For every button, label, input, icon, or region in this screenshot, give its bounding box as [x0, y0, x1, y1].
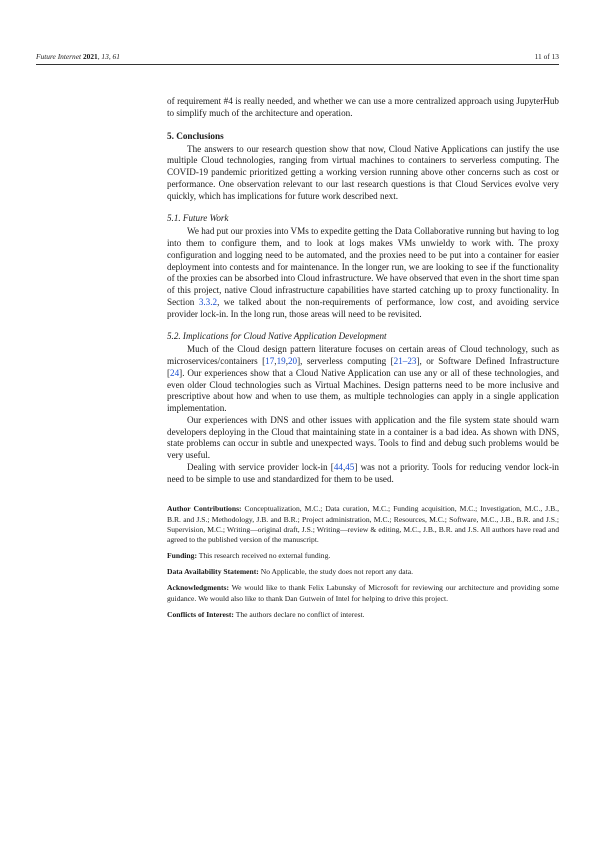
data-availability-text: No Applicable, the study does not report any data.: [258, 567, 413, 577]
back-matter: [167, 504, 559, 620]
citation-separator: ,: [285, 356, 288, 366]
author-contributions-label: Author Contributions:: [167, 504, 242, 514]
conflicts-text: The authors declare no conflict of interest.: [233, 609, 365, 619]
implications-text-d: ]. Our experiences show that a Cloud Native Application can use any or all of these technologies, and even older Cloud technologies such as Virtual Machines. Design patterns need to be more inclusive and prescriptive about how and when to use them, as multiple technologies can apply in a single application implementation.: [167, 367, 559, 413]
citation-link[interactable]: 45: [345, 461, 355, 472]
header-rule: [36, 64, 559, 65]
main-text: [167, 96, 559, 625]
author-contributions: [167, 504, 559, 546]
running-header: [36, 52, 559, 64]
future-work-text-b: , we talked about the non-requirements of performance, low cost, and avoiding service provider lock-in. In the long run, those areas will need to be revisited.: [167, 296, 559, 319]
funding-label: Funding:: [167, 551, 197, 561]
acknowledgments-label: Acknowledgments:: [167, 583, 230, 593]
future-work-text-a: We had put our proxies into VMs to expedite getting the Data Collaborative running but having to log into them to configure them, and to look at logs makes VMs unwieldy to work with. The proxy configuration and logging need to be automated, and the proxies need to be put into a container for easier deployment into contests and for maintenance. In the longer run, we are looking to see if the functionality of the proxies can be absorbed into Cloud infrastructure. We have observed that even in the short time span of this project, native Cloud infrastructure capabilities have started catching up to proxy functionality. In Section: [167, 226, 559, 307]
lock-in-text-b: ] was not a priority. Tools for reducing vendor lock-in need to be simple to use and standardized for them to be used.: [167, 461, 559, 484]
citation-link[interactable]: 44: [333, 461, 343, 472]
funding-statement: [167, 551, 559, 561]
journal-citation: [36, 52, 120, 61]
conflicts-label: Conflicts of Interest:: [167, 609, 234, 619]
funding-text: This research received no external funding.: [196, 551, 331, 561]
citation-link[interactable]: 20: [287, 356, 298, 366]
page-number: 11 of 13: [534, 52, 559, 61]
acknowledgments-text: We would like to thank Felix Labunsky of Microsoft for reviewing our architecture and providing some guidance. We would also like to thank Dan Gutwein of Intel for helping to drive this project.: [167, 583, 559, 603]
citation-separator: ,: [342, 461, 346, 472]
author-contributions-text: Conceptualization, M.C.; Data curation, M.C.; Funding acquisition, M.C.; Investigation, M.C., J.B., B.R. and J.S.; Methodology, J.B. and B.R.; Project administration, M.C.; Resources, M.C.; Software, M.C., J.B., B.R. and J.S.; Supervision, M.C.; Writing—original draft, J.S.; Writing—review & editing, M.C., J.B., B.R. and J.S. All authors have read and agreed to the published version of the manuscript.: [167, 504, 559, 545]
acknowledgments: [167, 583, 559, 604]
section-link[interactable]: 3.3.2: [198, 296, 218, 307]
citation-link[interactable]: 21–23: [393, 356, 417, 366]
subsection-heading-implications: 5.2. Implications for Cloud Native Application Development: [167, 331, 387, 342]
citation-separator: ,: [274, 356, 277, 366]
journal-volume: , 13, 61: [97, 52, 120, 61]
conflicts-of-interest: [167, 610, 559, 620]
implications-text-c: ], or Software Defined Infrastructure [: [167, 356, 559, 378]
implications-paragraph-1: [167, 344, 559, 415]
citation-link[interactable]: 17: [265, 356, 275, 366]
implications-text-a: Much of the Cloud design pattern literature focuses on certain areas of Cloud technology, such as microservices/containers [: [167, 344, 559, 366]
future-work-paragraph: [167, 226, 559, 320]
lock-in-text-a: Dealing with service provider lock-in [: [187, 461, 334, 472]
data-availability-label: Data Availability Statement:: [167, 567, 259, 577]
data-availability-statement: [167, 567, 559, 577]
citation-link[interactable]: 24: [170, 367, 180, 378]
intro-paragraph: of requirement #4 is really needed, and whether we can use a more centralized approach using JupyterHub to simplify much of the architecture and operation.: [167, 96, 559, 118]
implications-text-b: ], serverless computing [: [297, 356, 394, 366]
subsection-heading-future-work: 5.1. Future Work: [167, 213, 229, 224]
journal-year: 2021: [82, 52, 98, 61]
section-heading-conclusions: 5. Conclusions: [167, 130, 224, 141]
implications-paragraph-3: [167, 462, 559, 486]
implications-paragraph-2: Our experiences with DNS and other issues with application and the file system state should warn developers deploying in the Cloud that maintaining state in a container is a bad idea. As shown with DNS, state problems can occur in subtle and unexpected ways. Tools to find and debug such problems would be very useful.: [167, 414, 559, 460]
journal-name: Future Internet: [36, 52, 82, 61]
citation-link[interactable]: 19: [276, 356, 286, 366]
conclusions-paragraph: The answers to our research question show that now, Cloud Native Applications can justify the use multiple Cloud technologies, ranging from virtual machines to containers to serverless computing. The COVID-19 pandemic prioritized getting a working version running above other concerns such as cost or performance. One observation relevant to our last research questions is that Cloud Services evolve very quickly, which has implications for future work described next.: [167, 143, 559, 201]
